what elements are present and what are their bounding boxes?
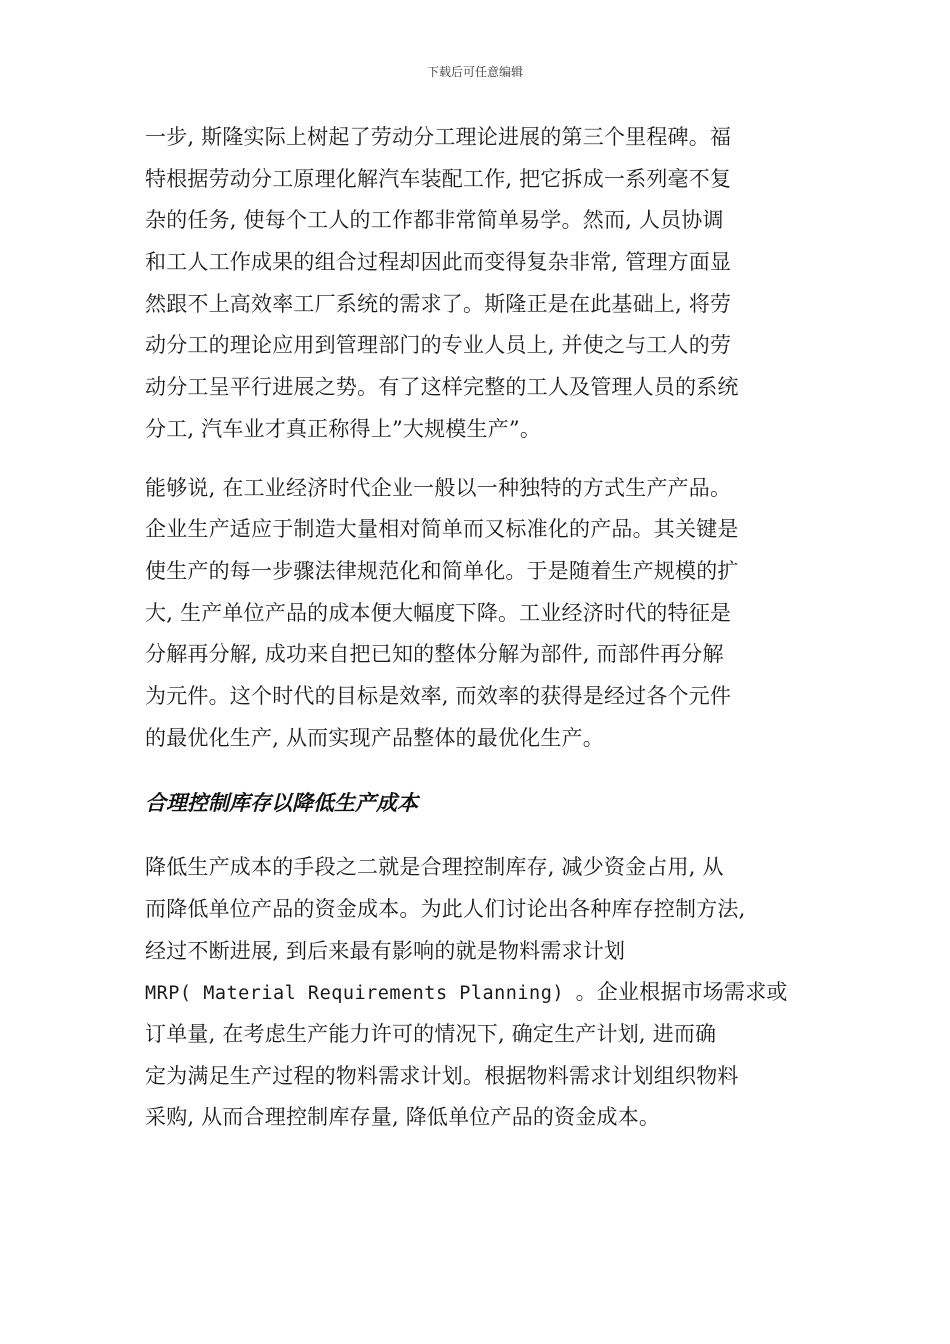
text-line: 和工人工作成果的组合过程却因此而变得复杂非常, 管理方面显 — [145, 250, 732, 275]
text-line: 大, 生产单位产品的成本便大幅度下降。工业经济时代的特征是 — [145, 600, 732, 625]
mrp-continuation: 。企业根据市场需求或 — [575, 980, 788, 1005]
text-line: 经过不断进展, 到后来最有影响的就是物料需求计划 — [145, 938, 626, 963]
text-line: 分解再分解, 成功来自把已知的整体分解为部件, 而部件再分解 — [145, 642, 724, 667]
text-line: 企业生产适应于制造大量相对简单而又标准化的产品。其关键是 — [145, 517, 739, 542]
text-line: 使生产的每一步骤法律规范化和简单化。于是随着生产规模的扩 — [145, 558, 739, 583]
text-line: 的最优化生产, 从而实现产品整体的最优化生产。 — [145, 725, 604, 750]
text-line: 动分工的理论应用到管理部门的专业人员上, 并使之与工人的劳 — [145, 333, 732, 358]
paragraph-division-of-labor — [145, 117, 810, 451]
text-line: 然跟不上高效率工厂系统的需求了。斯隆正是在此基础上, 将劳 — [145, 291, 732, 316]
paragraph-inventory-control — [145, 847, 810, 1139]
text-line: 为元件。这个时代的目标是效率, 而效率的获得是经过各个元件 — [145, 683, 732, 708]
text-line-mrp — [145, 972, 810, 1014]
text-line: 动分工呈平行进展之势。有了这样完整的工人及管理人员的系统 — [145, 375, 739, 400]
section-heading: 合理控制库存以降低生产成本 — [145, 791, 418, 816]
text-line: 订单量, 在考虑生产能力许可的情况下, 确定生产计划, 进而确 — [145, 1022, 717, 1047]
text-line: 特根据劳动分工原理化解汽车装配工作, 把它拆成一系列毫不复 — [145, 166, 732, 191]
text-line: 分工, 汽车业才真正称得上”大规模生产”。 — [145, 416, 542, 441]
text-line: 杂的任务, 使每个工人的工作都非常简单易学。然而, 人员协调 — [145, 208, 724, 233]
text-line: 一步, 斯隆实际上树起了劳动分工理论进展的第三个里程碑。福 — [145, 125, 732, 149]
text-line: 定为满足生产过程的物料需求计划。根据物料需求计划组织物料 — [145, 1063, 739, 1088]
text-line: 降低生产成本的手段之二就是合理控制库存, 减少资金占用, 从 — [145, 855, 724, 880]
text-line: 而降低单位产品的资金成本。为此人们讨论出各种库存控制方法, — [145, 897, 746, 921]
text-line: 能够说, 在工业经济时代企业一般以一种独特的方式生产产品。 — [145, 475, 732, 500]
text-line: 采购, 从而合理控制库存量, 降低单位产品的资金成本。 — [145, 1105, 661, 1130]
document-body — [145, 117, 810, 1139]
paragraph-industrial-economy — [145, 468, 810, 760]
mrp-term: MRP( Material Requirements Planning) — [145, 983, 576, 1005]
page-header: 下载后可任意编辑 — [426, 65, 523, 79]
